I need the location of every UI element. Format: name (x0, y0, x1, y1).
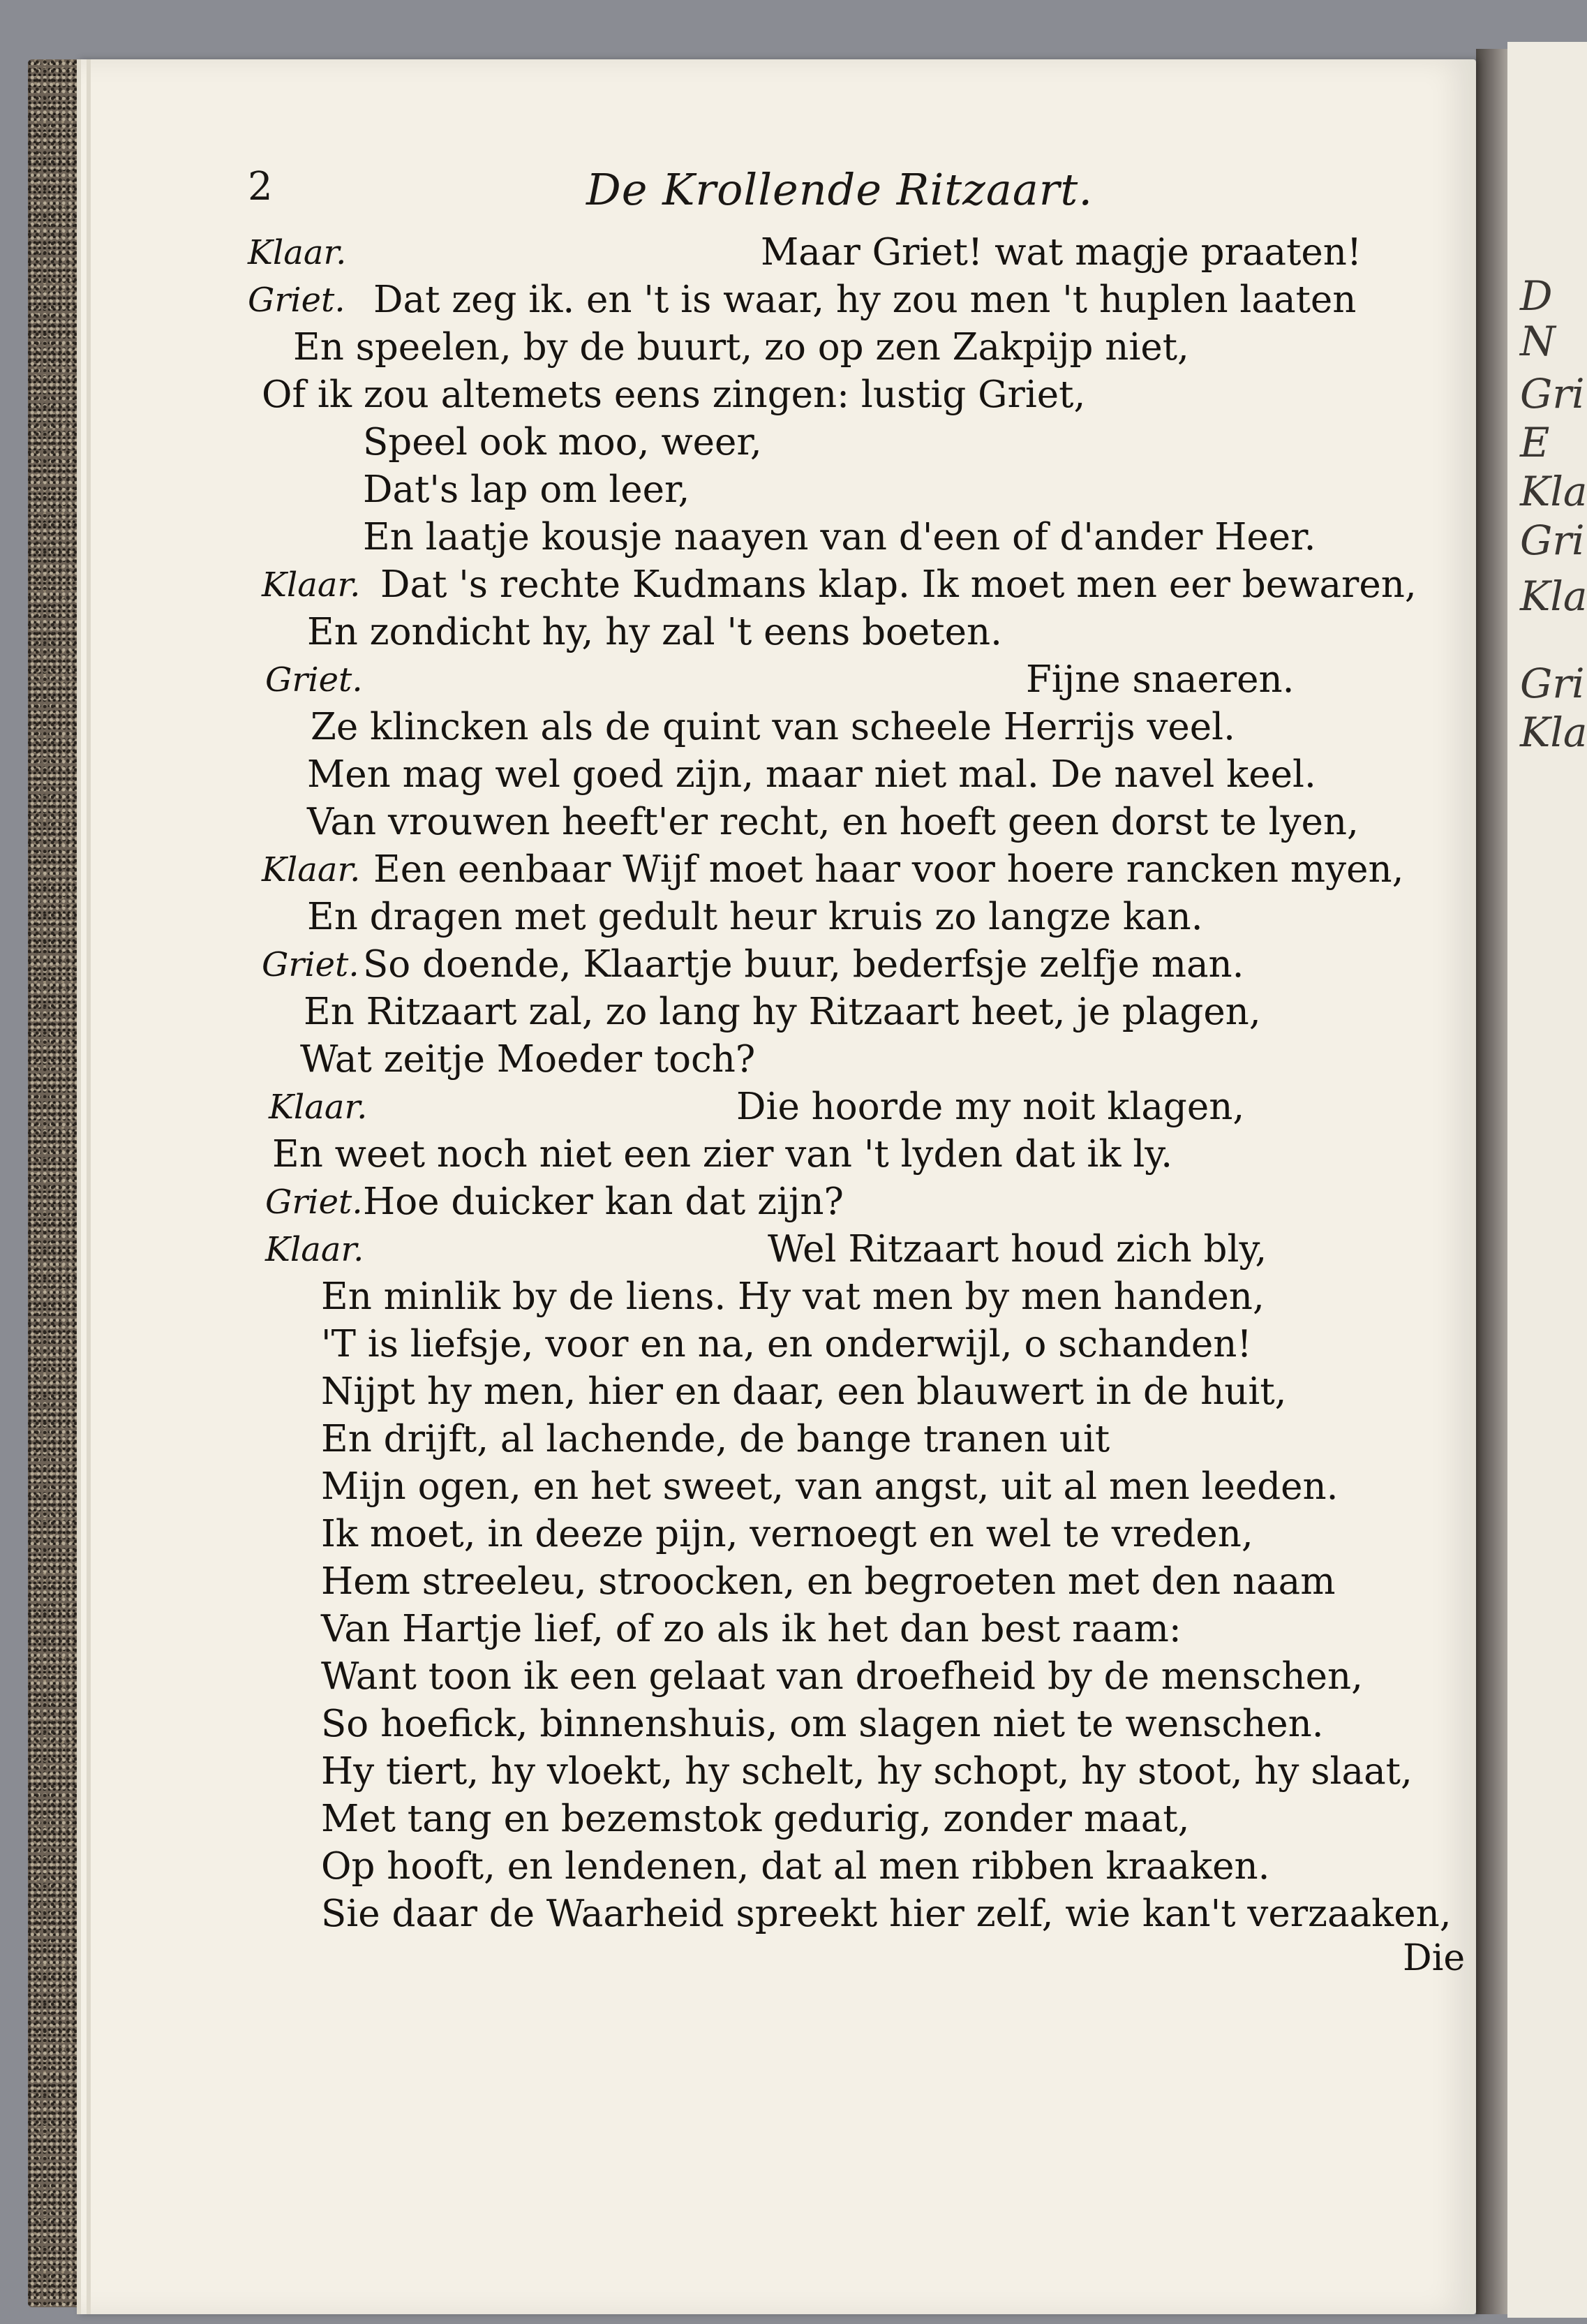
facing-page-fragment: Gri (1520, 660, 1585, 707)
facing-page-fragment: Kla (1520, 468, 1587, 515)
verse-line: Een eenbaar Wijf moet haar voor hoere rancken myen, (373, 848, 1404, 891)
verse-line: En drijft, al lachende, de bange tranen uit (321, 1418, 1110, 1460)
verse-line: En minlik by de liens. Hy vat men by men handen, (321, 1275, 1265, 1318)
page-header (77, 164, 1476, 227)
verse-line: Speel ook moo, weer, (363, 421, 762, 464)
facing-page-fragment: Gri (1520, 370, 1585, 417)
verse-line: Met tang en bezemstok gedurig, zonder maat, (321, 1798, 1190, 1840)
facing-page-fragment: E (1520, 419, 1550, 466)
speaker-label: Klaar. (262, 565, 361, 605)
speaker-label: Klaar. (248, 233, 347, 272)
facing-page-fragment: Kla (1520, 572, 1587, 620)
catchword: Die (1403, 1937, 1466, 1979)
verse-line: So hoefick, binnenshuis, om slagen niet te wenschen. (321, 1703, 1324, 1745)
verse-line: 'T is liefsje, voor en na, en onderwijl, o schanden! (321, 1323, 1252, 1365)
page-edge (87, 59, 91, 2314)
verse-line: En laatje kousje naayen van d'een of d'ander Heer. (363, 516, 1316, 558)
speaker-label: Klaar. (262, 850, 361, 889)
verse-line: Fijne snaeren. (1026, 658, 1295, 701)
verse-line: So doende, Klaartje buur, bederfsje zelfje man. (363, 943, 1244, 986)
verse-line: Mijn ogen, en het sweet, van angst, uit al men leeden. (321, 1465, 1339, 1508)
verse-line: Op hooft, en lendenen, dat al men ribben kraaken. (321, 1845, 1270, 1888)
facing-page-fragment: D (1520, 272, 1553, 320)
verse-line: Wel Ritzaart houd zich bly, (768, 1228, 1267, 1271)
facing-page-fragment: Kla (1520, 709, 1587, 756)
speaker-label: Griet. (262, 945, 359, 984)
verse-line: Dat zeg ik. en 't is waar, hy zou men 't huplen laaten (373, 279, 1357, 321)
verse-line: Dat's lap om leer, (363, 468, 690, 511)
verse-line: Wat zeitje Moeder toch? (300, 1038, 756, 1081)
verse-line: En speelen, by de buurt, zo op zen Zakpijp niet, (293, 326, 1189, 369)
facing-page-fragment: N (1520, 318, 1556, 365)
verse-line: En zondicht hy, hy zal 't eens boeten. (307, 611, 1002, 653)
verse-line: Hem streeleu, stroocken, en begroeten met den naam (321, 1560, 1336, 1603)
running-title: De Krollende Ritzaart. (586, 164, 1094, 215)
verse-line: Want toon ik een gelaat van droefheid by de menschen, (321, 1655, 1363, 1698)
facing-page-fragment: Gri (1520, 517, 1585, 564)
verse-line: Hoe duicker kan dat zijn? (363, 1180, 844, 1223)
speaker-label: Griet. (265, 660, 363, 700)
verse-line: Van Hartje lief, of zo als ik het dan best raam: (321, 1608, 1182, 1650)
verse-line: En weet noch niet een zier van 't lyden dat ik ly. (272, 1133, 1173, 1176)
verse-line: En dragen met gedult heur kruis zo langze kan. (307, 896, 1203, 938)
verse-line: Ik moet, in deeze pijn, vernoegt en wel te vreden, (321, 1513, 1253, 1555)
verse-line: Men mag wel goed zijn, maar niet mal. De navel keel. (307, 753, 1316, 796)
book-page (77, 59, 1476, 2314)
verse-line: Die hoorde my noit klagen, (736, 1086, 1245, 1128)
verse-line: Maar Griet! wat magje praaten! (761, 231, 1362, 274)
speaker-label: Klaar. (269, 1088, 368, 1127)
verse-line: Hy tiert, hy vloekt, hy schelt, hy schopt, hy stoot, hy slaat, (321, 1750, 1413, 1793)
speaker-label: Griet. (265, 1183, 363, 1222)
speaker-label: Klaar. (265, 1230, 364, 1269)
page-number: 2 (248, 164, 273, 209)
verse-line: Nijpt hy men, hier en daar, een blauwert in de huit, (321, 1370, 1287, 1413)
verse-line: Dat 's rechte Kudmans klap. Ik moet men eer bewaren, (380, 563, 1417, 606)
speaker-label: Griet. (248, 281, 345, 320)
verse-line: Sie daar de Waarheid spreekt hier zelf, wie kan't verzaaken, (321, 1893, 1452, 1935)
verse-line: Of ik zou altemets eens zingen: lustig Griet, (262, 373, 1086, 416)
verse-line: Van vrouwen heeft'er recht, en hoeft geen dorst te lyen, (307, 801, 1359, 843)
verse-line: Ze klincken als de quint van scheele Herrijs veel. (311, 706, 1235, 748)
verse-line: En Ritzaart zal, zo lang hy Ritzaart heet, je plagen, (304, 991, 1261, 1033)
facing-page (1507, 42, 1587, 2318)
page-edge (77, 59, 81, 2314)
